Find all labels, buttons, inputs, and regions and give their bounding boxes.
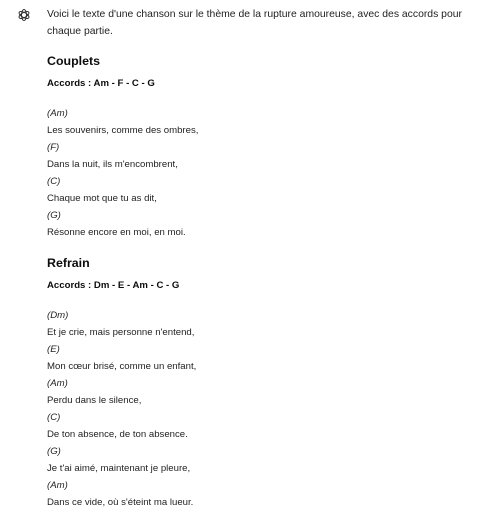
chord-label: (C) — [47, 412, 61, 423]
lyric-line: Dans ce vide, où s'éteint ma lueur. — [47, 497, 194, 508]
chord-label: (E) — [47, 344, 60, 355]
section-title-couplets: Couplets — [47, 54, 101, 68]
assistant-message — [47, 6, 487, 511]
chord-label: (F) — [47, 142, 60, 153]
lyric-line: De ton absence, de ton absence. — [47, 429, 188, 440]
chords-couplets: Accords : Am - F - C - G — [47, 78, 155, 89]
chord-label: (Dm) — [47, 310, 69, 321]
lyrics-refrain — [47, 307, 487, 511]
assistant-avatar — [17, 8, 31, 22]
chord-label: (Am) — [47, 480, 68, 491]
lyric-line: Dans la nuit, ils m'encombrent, — [47, 159, 178, 170]
openai-logo-icon — [17, 8, 31, 22]
lyric-line: Chaque mot que tu as dit, — [47, 193, 157, 204]
lyric-line: Je t'ai aimé, maintenant je pleure, — [47, 463, 191, 474]
chord-label: (Am) — [47, 108, 68, 119]
chord-label: (Am) — [47, 378, 68, 389]
lyrics-couplets — [47, 105, 487, 241]
section-title-refrain: Refrain — [47, 256, 90, 270]
lyric-line: Les souvenirs, comme des ombres, — [47, 125, 199, 136]
chord-label: (G) — [47, 210, 61, 221]
lyric-line: Résonne encore en moi, en moi. — [47, 227, 186, 238]
chords-refrain: Accords : Dm - E - Am - C - G — [47, 280, 180, 291]
lyric-line: Et je crie, mais personne n'entend, — [47, 327, 195, 338]
chord-label: (C) — [47, 176, 61, 187]
intro-text: Voici le texte d'une chanson sur le thème de la rupture amoureuse, avec des accords pour chaque partie. — [47, 9, 462, 37]
lyric-line: Perdu dans le silence, — [47, 395, 142, 406]
lyric-line: Mon cœur brisé, comme un enfant, — [47, 361, 197, 372]
chord-label: (G) — [47, 446, 61, 457]
